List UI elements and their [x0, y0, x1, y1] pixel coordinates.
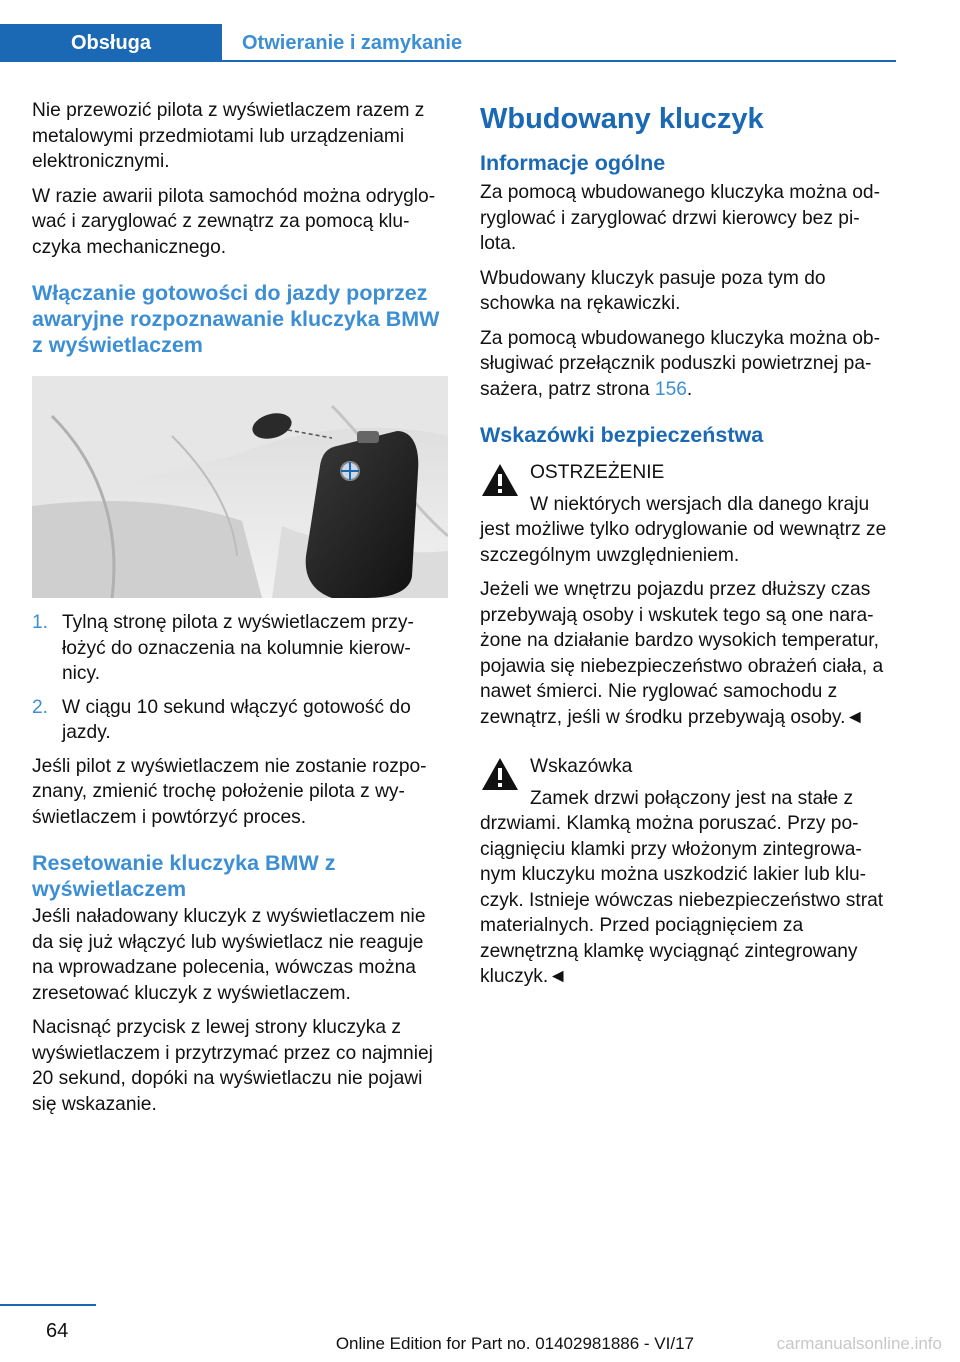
paragraph: W razie awarii pilota samochód można odryglo‐ wać i zaryglować z zewnątrz za pomocą klu‐ czyka mechanicznego.	[32, 185, 436, 258]
watermark-text: carmanualsonline.info	[776, 1334, 942, 1353]
warning-text: W niektórych wersjach dla danego kraju jest możliwe tylko odryglowanie od wewnątrz ze szczególnym uwzględnieniem.	[480, 493, 887, 566]
heading-enable-drive-ready: Włączanie gotowości do jazdy poprzez awaryjne rozpoznawanie kluczyka BMW z wyświetlaczem	[32, 281, 440, 357]
warning-title: OSTRZEŻENIE	[530, 462, 665, 483]
warning-triangle-icon	[480, 462, 520, 498]
heading-reset-key: Resetowanie kluczyka BMW z wyświetlaczem	[32, 851, 336, 901]
list-item	[32, 695, 448, 746]
paragraph: Za pomocą wbudowanego kluczyka można od‐ ryglować i zaryglować drzwi kierowcy bez pi‐ lota.	[480, 182, 880, 254]
page-link[interactable]: 156	[654, 378, 687, 400]
note-text: Zamek drzwi połączony jest na stałe z drzwiami. Klamką można poruszać. Przy po‐ ciągnięciu klamki przy włożonym zintegrowa‐ nym kluczyku można uszkodzić lakier lub klu‐ czyk. Istnieje wówczas niebezpieczeństwo strat materialnych. Przed pociągnięciem za zewnętrzną klamkę wyciągnąć zintegrowany kluczyk.◄	[480, 787, 884, 987]
header-divider	[222, 60, 896, 62]
step-number: 2.	[32, 696, 49, 718]
paragraph-text: .	[686, 378, 693, 400]
step-number: 1.	[32, 612, 49, 633]
paragraph: Wbudowany kluczyk pasuje poza tym do schowka na rękawiczki.	[480, 267, 826, 314]
right-column	[480, 98, 896, 999]
heading-safety-notes: Wskazówki bezpieczeństwa	[480, 423, 764, 447]
heading-general-info: Informacje ogólne	[480, 151, 666, 175]
steps-list	[32, 610, 448, 746]
step-text: W ciągu 10 sekund włączyć gotowość do jazdy.	[62, 696, 411, 743]
note-block	[480, 754, 896, 990]
tab-section-title[interactable]: Otwieranie i zamykanie	[242, 31, 463, 54]
heading-integrated-key: Wbudowany kluczyk	[480, 103, 764, 135]
paragraph	[480, 326, 896, 403]
warning-triangle-icon	[480, 756, 520, 792]
step-text: Tylną stronę pilota z wyświetlaczem przy‐ łożyć do oznaczenia na kolumnie kierow‐ nicy.	[62, 612, 414, 684]
paragraph-text: Za pomocą wbudowanego kluczyka można ob‐ sługiwać przełącznik poduszki powietrznej pa‐ sażera, patrz strona	[480, 327, 880, 400]
edition-info: Online Edition for Part no. 01402981886 - VI/17	[335, 1334, 694, 1353]
figure-key-on-steering-column	[32, 376, 448, 598]
key-illustration	[32, 376, 448, 598]
tab-obsluga[interactable]: Obsługa	[0, 24, 222, 62]
left-column	[32, 98, 448, 1126]
list-item	[32, 610, 448, 687]
footer-divider	[0, 1304, 96, 1306]
page-number: 64	[46, 1320, 69, 1342]
page-header	[0, 24, 896, 62]
warning-block	[480, 460, 896, 568]
paragraph: Jeśli naładowany kluczyk z wyświetlaczem nie da się już włączyć lub wyświetlacz nie reaguje na wprowadzane polecenia, wówczas można zresetować kluczyk z wyświetlaczem.	[32, 906, 426, 1004]
paragraph: Jeżeli we wnętrzu pojazdu przez dłuższy czas przebywają osoby i wskutek tego są one nara‐ żone na działanie bardzo wysokich temperatur, pojawia się niebezpieczeństwo obrażeń ciała, a nawet śmierci. Nie ryglować samochodu z zewnątrz, jeśli w środku przebywają osoby.◄	[480, 579, 884, 728]
note-title: Wskazówka	[530, 756, 633, 777]
paragraph: Nacisnąć przycisk z lewej strony kluczyka z wyświetlaczem i przytrzymać przez co najmniej 20 sekund, dopóki na wyświetlaczu nie pojawi się wskazanie.	[32, 1017, 433, 1115]
paragraph: Nie przewozić pilota z wyświetlaczem razem z metalowymi przedmiotami lub urządzeniami elektronicznymi.	[32, 100, 425, 172]
paragraph: Jeśli pilot z wyświetlaczem nie zostanie rozpo‐ znany, zmienić trochę położenie pilota z wy‐ świetlaczem i powtórzyć proces.	[32, 755, 427, 828]
